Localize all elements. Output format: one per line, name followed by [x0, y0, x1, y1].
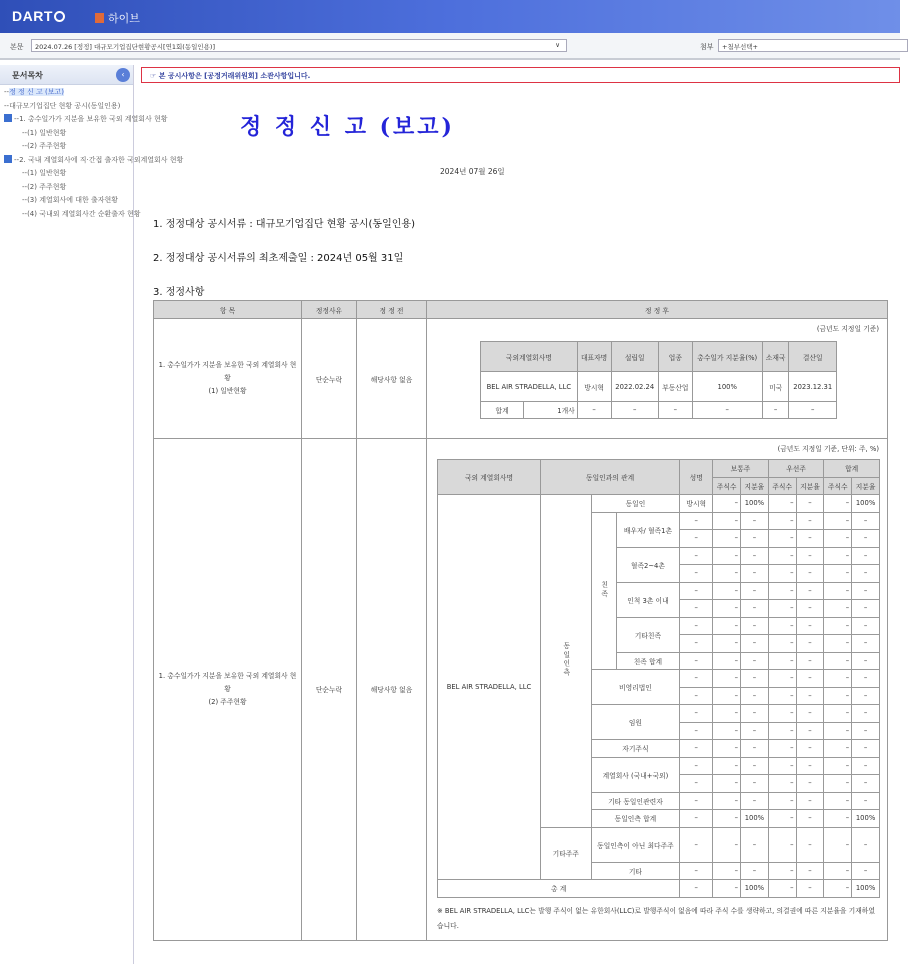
- value-cell: –: [713, 670, 741, 688]
- toc-item[interactable]: --(1) 일반현황: [22, 128, 67, 137]
- value-cell: –: [824, 862, 852, 880]
- value-cell: –: [796, 740, 824, 758]
- value-cell: –: [741, 827, 769, 862]
- value-cell: –: [824, 687, 852, 705]
- unit-note: (금년도 지정일 기준, 단위: 주, %): [777, 445, 879, 453]
- value-cell: –: [713, 687, 741, 705]
- th: 업종: [658, 342, 692, 372]
- toc-item[interactable]: --(3) 계열회사에 대한 출자현황: [22, 196, 119, 204]
- value-cell: –: [852, 547, 880, 565]
- before-cell: 해당사항 없음: [357, 439, 427, 941]
- value-cell: –: [796, 582, 824, 600]
- value-cell: –: [796, 635, 824, 653]
- value-cell: –: [796, 512, 824, 530]
- relation-label: 기타: [591, 862, 680, 880]
- value-cell: –: [713, 792, 741, 810]
- value-cell: –: [713, 635, 741, 653]
- value-cell: –: [824, 495, 852, 513]
- value-cell: –: [768, 880, 796, 898]
- value-cell: –: [768, 722, 796, 740]
- col-reason: 정정사유: [302, 301, 357, 319]
- toc-item[interactable]: --(2) 주주현황: [22, 182, 67, 191]
- value-cell: –: [713, 652, 741, 670]
- value-cell: –: [824, 792, 852, 810]
- main-doc-select[interactable]: 2024.07.26 [정정] 대규모기업집단현황공시[연1회(동일인용)] ∨: [31, 39, 567, 52]
- value-cell: –: [796, 687, 824, 705]
- cell: –: [789, 402, 837, 419]
- folder-toggle-icon[interactable]: [4, 114, 12, 122]
- relation-label: 동일인측이 아닌 최다주주: [591, 827, 680, 862]
- toc-item-label: 1. 총수일가가 지분을 보유한 국외 계열회사 현황: [19, 115, 168, 123]
- reason-cell: 단순누락: [302, 439, 357, 941]
- value-cell: –: [796, 862, 824, 880]
- name-cell: 방시혁: [680, 495, 713, 513]
- name-cell: –: [680, 775, 713, 793]
- cell: 합계: [481, 402, 524, 419]
- value-cell: –: [852, 775, 880, 793]
- th-shares: 주식수: [824, 477, 852, 495]
- toc-item[interactable]: --정 정 신 고 (보고): [4, 88, 64, 96]
- value-cell: –: [741, 652, 769, 670]
- value-cell: –: [713, 880, 741, 898]
- value-cell: –: [768, 530, 796, 548]
- value-cell: –: [796, 880, 824, 898]
- th: 국외계열회사명: [481, 342, 578, 372]
- value-cell: –: [852, 792, 880, 810]
- value-cell: –: [713, 740, 741, 758]
- company-icon: [95, 13, 104, 23]
- th-shares: 주식수: [768, 477, 796, 495]
- value-cell: –: [824, 670, 852, 688]
- toc-item-label: (1) 일반현황: [27, 169, 67, 177]
- th-shares: 주식수: [713, 477, 741, 495]
- value-cell: –: [713, 722, 741, 740]
- value-cell: –: [741, 635, 769, 653]
- relation-label: 기타친족: [616, 617, 680, 652]
- name-cell: –: [680, 705, 713, 723]
- cell: 1개사: [524, 402, 578, 419]
- value-cell: –: [768, 565, 796, 583]
- relation-label: 혈족2~4촌: [616, 547, 680, 582]
- value-cell: –: [852, 740, 880, 758]
- value-cell: –: [768, 827, 796, 862]
- value-cell: –: [713, 827, 741, 862]
- value-cell: 100%: [852, 810, 880, 828]
- value-cell: –: [713, 775, 741, 793]
- chevron-down-icon: ∨: [555, 41, 560, 49]
- toolbar: [0, 33, 900, 60]
- dart-logo[interactable]: DART: [12, 8, 65, 24]
- correction-table: [153, 300, 888, 941]
- value-cell: –: [741, 565, 769, 583]
- name-cell: –: [680, 547, 713, 565]
- value-cell: –: [741, 722, 769, 740]
- value-cell: –: [824, 582, 852, 600]
- relation-label: 기타 동일인관련자: [591, 792, 680, 810]
- value-cell: –: [824, 565, 852, 583]
- collapse-sidebar-icon[interactable]: ‹: [116, 68, 130, 82]
- toc-item[interactable]: --2. 국내 계열회사에 직·간접 출자한 국외계열회사 현황: [0, 154, 133, 168]
- name-cell: –: [680, 635, 713, 653]
- toc-item[interactable]: --1. 총수일가가 지분을 보유한 국외 계열회사 현황: [0, 113, 133, 127]
- relation-label: 계열회사 (국내+국외): [591, 757, 680, 792]
- value-cell: –: [824, 705, 852, 723]
- cell: –: [611, 402, 658, 419]
- value-cell: –: [796, 810, 824, 828]
- value-cell: –: [796, 495, 824, 513]
- value-cell: –: [713, 810, 741, 828]
- value-cell: –: [824, 530, 852, 548]
- cell: –: [762, 402, 789, 419]
- value-cell: 100%: [741, 880, 769, 898]
- name-cell: –: [680, 652, 713, 670]
- value-cell: –: [768, 810, 796, 828]
- folder-toggle-icon[interactable]: [4, 155, 12, 163]
- value-cell: –: [796, 530, 824, 548]
- value-cell: –: [768, 547, 796, 565]
- name-cell: –: [680, 617, 713, 635]
- value-cell: –: [768, 582, 796, 600]
- th: 설립일: [611, 342, 658, 372]
- footnote: ※ BEL AIR STRADELLA, LLC는 발행 주식이 없는 유한회사(LLC)로 발행주식이 없음에 따라 주식 수를 생략하고, 의결권에 따른 지분율을 기재하였습니다.: [437, 906, 875, 930]
- relation-label: 인척 3촌 이내: [616, 582, 680, 617]
- value-cell: –: [824, 827, 852, 862]
- value-cell: –: [824, 740, 852, 758]
- value-cell: –: [824, 617, 852, 635]
- value-cell: –: [852, 652, 880, 670]
- name-cell: –: [680, 722, 713, 740]
- value-cell: –: [796, 600, 824, 618]
- relation-label: 동일인측 합계: [591, 810, 680, 828]
- th-pref: 우선주: [768, 460, 824, 478]
- value-cell: –: [824, 775, 852, 793]
- value-cell: –: [852, 600, 880, 618]
- value-cell: –: [768, 512, 796, 530]
- th-relation: 동일인과의 관계: [541, 460, 680, 495]
- value-cell: –: [852, 757, 880, 775]
- value-cell: –: [796, 757, 824, 775]
- value-cell: –: [852, 512, 880, 530]
- th: 결산일: [789, 342, 837, 372]
- name-cell: –: [680, 792, 713, 810]
- value-cell: –: [713, 512, 741, 530]
- value-cell: –: [852, 670, 880, 688]
- attach-label: 첨부: [700, 43, 714, 51]
- th-ratio: 지분율: [852, 477, 880, 495]
- value-cell: –: [852, 530, 880, 548]
- value-cell: –: [713, 757, 741, 775]
- kin-label: 친족: [599, 580, 608, 599]
- th: 소재국: [762, 342, 789, 372]
- value-cell: –: [713, 565, 741, 583]
- after-cell: [427, 319, 888, 439]
- name-cell: –: [680, 670, 713, 688]
- table-row: [481, 372, 837, 402]
- value-cell: –: [796, 670, 824, 688]
- value-cell: –: [713, 862, 741, 880]
- value-cell: –: [741, 670, 769, 688]
- cell: BEL AIR STRADELLA, LLC: [481, 372, 578, 402]
- th-common: 보통주: [713, 460, 769, 478]
- value-cell: –: [796, 705, 824, 723]
- toc-item-label: (4) 국내외 계열회사간 순환출자 현황: [27, 209, 141, 218]
- name-cell: –: [680, 810, 713, 828]
- section-2: 2. 정정대상 공시서류의 최초제출일 : 2024년 05월 31일: [153, 253, 404, 264]
- company-name: 하이브: [95, 10, 140, 26]
- name-cell: –: [680, 687, 713, 705]
- toc-item[interactable]: --(1) 일반현황: [22, 169, 67, 177]
- value-cell: –: [713, 495, 741, 513]
- reason-cell: 단순누락: [302, 319, 357, 439]
- value-cell: –: [768, 670, 796, 688]
- relation-label: 자기주식: [591, 740, 680, 758]
- value-cell: –: [768, 495, 796, 513]
- col-before: 정 정 전: [357, 301, 427, 319]
- th: 대표자명: [577, 342, 611, 372]
- value-cell: –: [768, 687, 796, 705]
- notice-bar: ☞ 본 공시사항은 [공정거래위원회] 소관사항입니다.: [141, 67, 900, 83]
- value-cell: –: [741, 547, 769, 565]
- cell: 100%: [692, 372, 762, 402]
- value-cell: –: [852, 582, 880, 600]
- value-cell: –: [768, 635, 796, 653]
- relation-label: 배우자/ 혈족1촌: [616, 512, 680, 547]
- value-cell: 100%: [852, 880, 880, 898]
- value-cell: –: [796, 547, 824, 565]
- toc-item-label: 정 정 신 고 (보고): [9, 88, 64, 96]
- cell: 방시혁: [577, 372, 611, 402]
- value-cell: –: [741, 617, 769, 635]
- value-cell: –: [796, 722, 824, 740]
- value-cell: 100%: [852, 495, 880, 513]
- value-cell: –: [796, 827, 824, 862]
- value-cell: –: [852, 635, 880, 653]
- doc-date: 2024년 07월 26일: [440, 167, 505, 176]
- toc-item[interactable]: --대규모기업집단 현황 공시(동일인용): [4, 101, 121, 110]
- name-cell: –: [680, 565, 713, 583]
- value-cell: –: [713, 600, 741, 618]
- page-title: 정 정 신 고 (보고): [240, 114, 455, 140]
- value-cell: –: [824, 600, 852, 618]
- item-cell: 1. 총수일가가 지분을 보유한 국외 계열회사 현황 (1) 일반현황: [154, 319, 302, 439]
- value-cell: 100%: [741, 810, 769, 828]
- value-cell: –: [768, 757, 796, 775]
- value-cell: –: [741, 530, 769, 548]
- toc-item-label: 대규모기업집단 현황 공시(동일인용): [9, 101, 121, 110]
- name-cell: –: [680, 740, 713, 758]
- before-cell: 해당사항 없음: [357, 319, 427, 439]
- cell: 부동산업: [658, 372, 692, 402]
- table-row: [438, 880, 880, 898]
- relation-label: 총 계: [438, 880, 680, 898]
- relation-label: 친족 합계: [616, 652, 680, 670]
- value-cell: –: [741, 792, 769, 810]
- value-cell: –: [796, 565, 824, 583]
- cell: –: [577, 402, 611, 419]
- toc-title: 문서목차: [0, 65, 133, 85]
- value-cell: –: [824, 722, 852, 740]
- th-ratio: 지분율: [796, 477, 824, 495]
- value-cell: –: [741, 687, 769, 705]
- value-cell: –: [713, 547, 741, 565]
- name-cell: –: [680, 827, 713, 862]
- section-3: 3. 정정사항: [153, 287, 205, 298]
- value-cell: –: [741, 740, 769, 758]
- toc-item-label: (2) 주주현황: [27, 142, 67, 150]
- side-label: 동일인측: [561, 642, 570, 678]
- cell: –: [692, 402, 762, 419]
- toc-item-label: (3) 계열회사에 대한 출자현황: [27, 196, 119, 204]
- value-cell: –: [796, 792, 824, 810]
- name-cell: –: [680, 880, 713, 898]
- toc-item[interactable]: --(4) 국내외 계열회사간 순환출자 현황: [22, 209, 141, 218]
- table-row: [438, 495, 880, 513]
- value-cell: –: [741, 600, 769, 618]
- value-cell: –: [768, 652, 796, 670]
- kin-group-cell: [591, 512, 616, 670]
- value-cell: –: [796, 775, 824, 793]
- name-cell: –: [680, 600, 713, 618]
- value-cell: –: [824, 635, 852, 653]
- value-cell: –: [852, 722, 880, 740]
- name-cell: –: [680, 530, 713, 548]
- th-ratio: 지분율: [741, 477, 769, 495]
- value-cell: –: [852, 827, 880, 862]
- value-cell: –: [824, 880, 852, 898]
- value-cell: –: [741, 582, 769, 600]
- cell: 2022.02.24: [611, 372, 658, 402]
- value-cell: –: [852, 617, 880, 635]
- value-cell: –: [852, 565, 880, 583]
- name-cell: –: [680, 512, 713, 530]
- name-cell: –: [680, 757, 713, 775]
- main-doc-label: 본문: [10, 43, 24, 51]
- th-company: 국외 계열회사명: [438, 460, 541, 495]
- shareholder-table: [437, 459, 880, 898]
- total-row: [481, 402, 837, 419]
- value-cell: –: [713, 530, 741, 548]
- cell: 미국: [762, 372, 789, 402]
- name-cell: –: [680, 582, 713, 600]
- value-cell: –: [824, 810, 852, 828]
- company-cell: BEL AIR STRADELLA, LLC: [438, 495, 541, 880]
- value-cell: –: [768, 705, 796, 723]
- value-cell: –: [713, 582, 741, 600]
- value-cell: –: [768, 617, 796, 635]
- value-cell: –: [768, 862, 796, 880]
- col-after: 정 정 후: [427, 301, 888, 319]
- relation-label: 동일인: [591, 495, 680, 513]
- value-cell: –: [796, 617, 824, 635]
- attach-select[interactable]: +첨부선택+: [718, 39, 908, 52]
- relation-label: 비영리법인: [591, 670, 680, 705]
- unit-note: (금년도 지정일 기준): [816, 325, 879, 333]
- value-cell: –: [741, 757, 769, 775]
- general-status-table: [480, 341, 837, 419]
- value-cell: –: [741, 862, 769, 880]
- value-cell: –: [768, 775, 796, 793]
- value-cell: –: [741, 775, 769, 793]
- value-cell: –: [852, 687, 880, 705]
- toc-item-label: 2. 국내 계열회사에 직·간접 출자한 국외계열회사 현황: [19, 155, 184, 164]
- after-cell: [427, 439, 888, 941]
- col-item: 항 목: [154, 301, 302, 319]
- value-cell: –: [768, 600, 796, 618]
- value-cell: –: [852, 862, 880, 880]
- th-name: 성명: [680, 460, 713, 495]
- value-cell: –: [768, 792, 796, 810]
- app-header: [0, 0, 900, 33]
- value-cell: –: [824, 547, 852, 565]
- toc-item-label: (1) 일반현황: [27, 128, 67, 137]
- cell: –: [658, 402, 692, 419]
- others-group-cell: 기타주주: [541, 827, 592, 880]
- value-cell: 100%: [741, 495, 769, 513]
- value-cell: –: [824, 757, 852, 775]
- relation-label: 임원: [591, 705, 680, 740]
- value-cell: –: [824, 652, 852, 670]
- value-cell: –: [768, 740, 796, 758]
- value-cell: –: [852, 705, 880, 723]
- value-cell: –: [713, 617, 741, 635]
- th: 총수일가 지분율(%): [692, 342, 762, 372]
- item-cell: 1. 총수일가가 지분을 보유한 국외 계열회사 현황 (2) 주주현황: [154, 439, 302, 941]
- value-cell: –: [796, 652, 824, 670]
- value-cell: –: [741, 705, 769, 723]
- name-cell: –: [680, 862, 713, 880]
- value-cell: –: [741, 512, 769, 530]
- toc-item[interactable]: --(2) 주주현황: [22, 142, 67, 150]
- value-cell: –: [824, 512, 852, 530]
- value-cell: –: [713, 705, 741, 723]
- toc-item-label: (2) 주주현황: [27, 182, 67, 191]
- cell: 2023.12.31: [789, 372, 837, 402]
- th-sum: 합계: [824, 460, 880, 478]
- section-1: 1. 정정대상 공시서류 : 대규모기업집단 현황 공시(동일인용): [153, 219, 415, 230]
- side-group-cell: [541, 495, 592, 828]
